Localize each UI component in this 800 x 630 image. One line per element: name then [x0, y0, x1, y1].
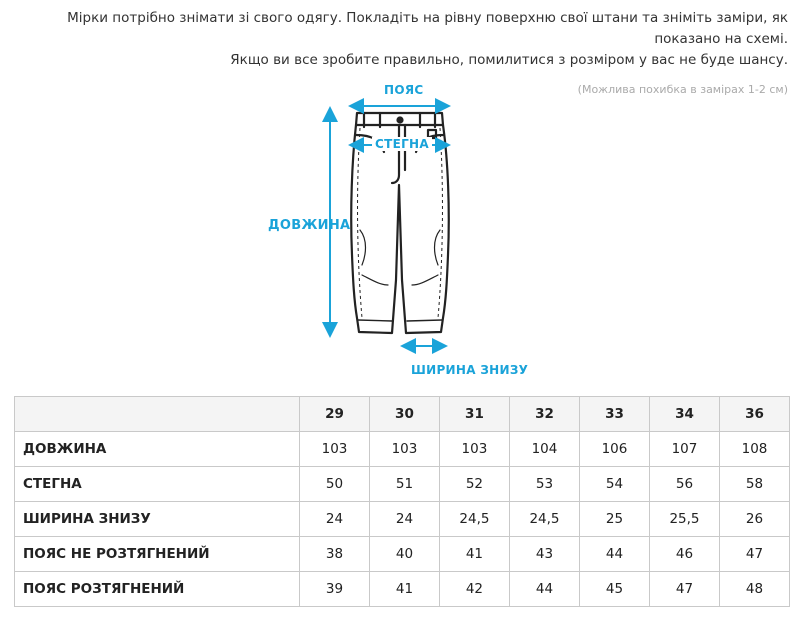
table-cell: 106: [580, 432, 650, 467]
table-cell: 52: [439, 467, 509, 502]
table-cell: 25: [580, 502, 650, 537]
size-header-cell: 32: [509, 397, 579, 432]
table-cell: 42: [439, 572, 509, 607]
table-cell: 44: [509, 572, 579, 607]
table-cell: 108: [720, 432, 790, 467]
table-cell: 47: [649, 572, 719, 607]
waist-label: ПОЯС: [381, 83, 427, 97]
size-header-cell: 36: [720, 397, 790, 432]
table-cell: 46: [649, 537, 719, 572]
table-row: [15, 467, 790, 502]
table-cell: 38: [300, 537, 370, 572]
table-cell: 26: [720, 502, 790, 537]
table-cell: 25,5: [649, 502, 719, 537]
table-cell: 51: [369, 467, 439, 502]
table-cell: 43: [509, 537, 579, 572]
table-cell: 39: [300, 572, 370, 607]
table-cell: 44: [580, 537, 650, 572]
table-row: [15, 537, 790, 572]
table-cell: 45: [580, 572, 650, 607]
table-cell: 103: [439, 432, 509, 467]
pants-measurement-diagram: [0, 80, 800, 390]
size-chart-table: [14, 396, 790, 607]
table-cell: 41: [439, 537, 509, 572]
size-header-cell: 34: [649, 397, 719, 432]
row-label: ПОЯС НЕ РОЗТЯГНЕНИЙ: [15, 537, 300, 572]
size-header-cell: 29: [300, 397, 370, 432]
table-cell: 41: [369, 572, 439, 607]
row-label: СТЕГНА: [15, 467, 300, 502]
hem-width-label: ШИРИНА ЗНИЗУ: [411, 363, 529, 377]
table-row: [15, 502, 790, 537]
hips-label: СТЕГНА: [372, 137, 432, 151]
table-corner-cell: [15, 397, 300, 432]
table-cell: 24,5: [509, 502, 579, 537]
pants-illustration: [0, 80, 800, 390]
row-label: ДОВЖИНА: [15, 432, 300, 467]
table-cell: 47: [720, 537, 790, 572]
instructions-line-1: Мірки потрібно знімати зі свого одягу. Покладіть на рівну поверхню свої штани та зніміть заміри, як показано на схемі.: [67, 10, 788, 47]
table-cell: 50: [300, 467, 370, 502]
table-cell: 104: [509, 432, 579, 467]
table-cell: 53: [509, 467, 579, 502]
table-cell: 58: [720, 467, 790, 502]
row-label: ПОЯС РОЗТЯГНЕНИЙ: [15, 572, 300, 607]
row-label: ШИРИНА ЗНИЗУ: [15, 502, 300, 537]
table-row: [15, 572, 790, 607]
size-header-cell: 31: [439, 397, 509, 432]
table-cell: 48: [720, 572, 790, 607]
table-cell: 24: [369, 502, 439, 537]
table-cell: 103: [300, 432, 370, 467]
measurement-error-note: (Можлива похибка в замірах 1-2 см): [577, 83, 788, 96]
size-header-cell: 30: [369, 397, 439, 432]
table-cell: 103: [369, 432, 439, 467]
table-cell: 107: [649, 432, 719, 467]
table-cell: 54: [580, 467, 650, 502]
size-header-row: [15, 397, 790, 432]
table-cell: 24,5: [439, 502, 509, 537]
size-header-cell: 33: [580, 397, 650, 432]
instructions-line-2: Якщо ви все зробите правильно, помилитися з розміром у вас не буде шансу.: [230, 52, 788, 68]
length-label: ДОВЖИНА: [268, 218, 351, 233]
table-cell: 56: [649, 467, 719, 502]
table-cell: 24: [300, 502, 370, 537]
table-cell: 40: [369, 537, 439, 572]
table-row: [15, 432, 790, 467]
